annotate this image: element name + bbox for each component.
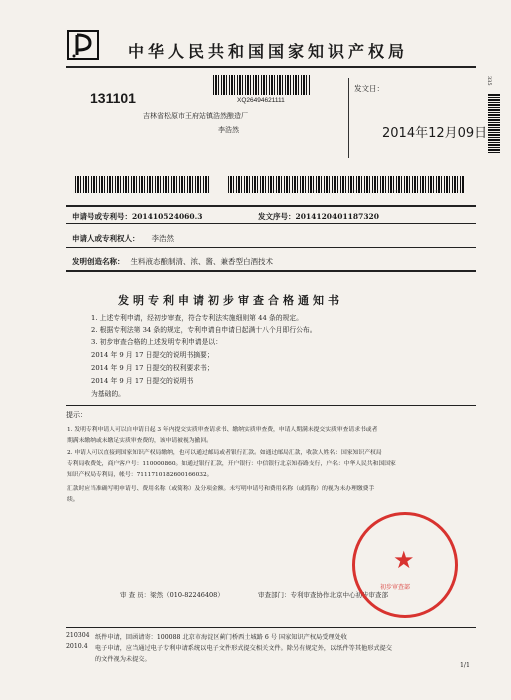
note-heading: 提示： — [66, 411, 87, 419]
body-line: 2. 根据专利法第 34 条的规定，专利申请自申请日起满十八个月即行公布。 — [91, 326, 317, 334]
barcode-2 — [228, 176, 464, 193]
note-line: 专利局收费处，商户客户号：110000860。如通过银行汇款，开户银行：中信银行北京知春路支行，户名：中华人民共和国国家 — [67, 461, 396, 467]
body-line: 3. 初步审查合格的上述发明专利申请是以： — [91, 338, 222, 346]
invention-label: 发明创造名称： — [72, 257, 125, 266]
notes-rule — [66, 405, 476, 406]
examiner: 审 查 员：梁然（010-82246408） — [120, 591, 224, 599]
cnipa-logo — [66, 28, 100, 62]
footer-line: 的文件视为未提交。 — [95, 656, 151, 663]
serial-row — [258, 211, 379, 222]
note-line: 汇款时应当准确写明申请号、费用名称（或简称）及分项金额。未写明申请号和费用名称（或简称）的视为未办理缴费手 — [67, 486, 375, 492]
page-number: 1/1 — [460, 662, 470, 669]
issue-box-divider — [348, 78, 349, 158]
invention-row — [72, 256, 273, 267]
note-line: 1. 发明专利申请人可以自申请日起 3 年内提交实质审查请求书、缴纳实质审查费，申请人期满未提交实质审查请求书或者 — [67, 427, 378, 433]
applicant-label: 申请人或专利权人： — [72, 234, 140, 243]
note-line: 期满未缴纳或未缴足实质审查费的，该申请被视为撤回。 — [67, 438, 212, 444]
note-line: 续。 — [67, 497, 79, 503]
side-code: 335 — [486, 76, 492, 86]
office-title: 中华人民共和国国家知识产权局 — [128, 42, 409, 61]
barcode-1 — [75, 176, 211, 193]
doc-code: 131101 — [90, 90, 136, 106]
fields-rule-top — [66, 205, 476, 207]
body-line: 2014 年 9 月 17 日提交的说明书 — [91, 377, 194, 385]
fields-rule-bottom — [66, 270, 476, 272]
footer-line: 纸件申请，回函请寄：100088 北京市海淀区蓟门桥西土城路 6 号 国家知识产权局受理处收 — [95, 634, 347, 641]
app-no-label: 申请号或专利号： — [72, 212, 132, 221]
side-barcode — [488, 93, 500, 153]
recipient-name: 李浩然 — [218, 126, 239, 134]
barcode-id: XQ26494621111 — [237, 97, 285, 104]
footer-rule — [66, 627, 476, 628]
issue-date: 2014年12月09日 — [382, 126, 488, 141]
seal-star-icon: ★ — [393, 546, 415, 574]
serial-label: 发文序号： — [258, 212, 296, 221]
department: 审查部门：专利审查协作北京中心初步审查部 — [258, 591, 388, 599]
seal-text: 初步审查部 — [380, 584, 411, 591]
app-no-row — [72, 211, 202, 222]
footer-code-1: 210304 — [66, 632, 90, 639]
app-no: 201410524060.3 — [132, 212, 203, 221]
applicant-row — [72, 233, 174, 244]
applicant-name: 李浩然 — [151, 234, 174, 243]
invention-name: 生料液态酿制清、浓、酱、兼香型白酒技术 — [130, 257, 273, 266]
notice-title: 发明专利申请初步审查合格通知书 — [118, 294, 343, 307]
body-line: 2014 年 9 月 17 日提交的权利要求书； — [91, 364, 214, 372]
body-line: 2014 年 9 月 17 日提交的说明书摘要； — [91, 351, 214, 359]
note-line: 知识产权局专利局，帐号：7111710182600166032。 — [67, 472, 213, 478]
header-rule — [66, 66, 476, 68]
footer-line: 电子申请，应当通过电子专利申请系统以电子文件形式提交相关文件。除另有规定外，以纸件等其他形式提交 — [95, 645, 392, 652]
body-line: 1. 上述专利申请，经初步审查，符合专利法实施细则第 44 条的规定。 — [91, 314, 303, 322]
issue-label: 发文日： — [354, 84, 384, 93]
fields-rule-1 — [66, 223, 476, 224]
address-barcode — [213, 75, 311, 95]
note-line: 2. 申请人可以直接到国家知识产权局缴纳，也可以通过邮局或者银行汇款。如通过邮局汇款，收款人姓名：国家知识产权局 — [67, 450, 382, 456]
body-line: 为基础的。 — [91, 390, 125, 398]
footer-code-2: 2010.4 — [66, 643, 88, 650]
recipient-address: 吉林省松原市王府站镇浩然酿造厂 — [143, 112, 248, 120]
fields-rule-2 — [66, 247, 476, 248]
serial-no: 2014120401187320 — [295, 212, 379, 221]
